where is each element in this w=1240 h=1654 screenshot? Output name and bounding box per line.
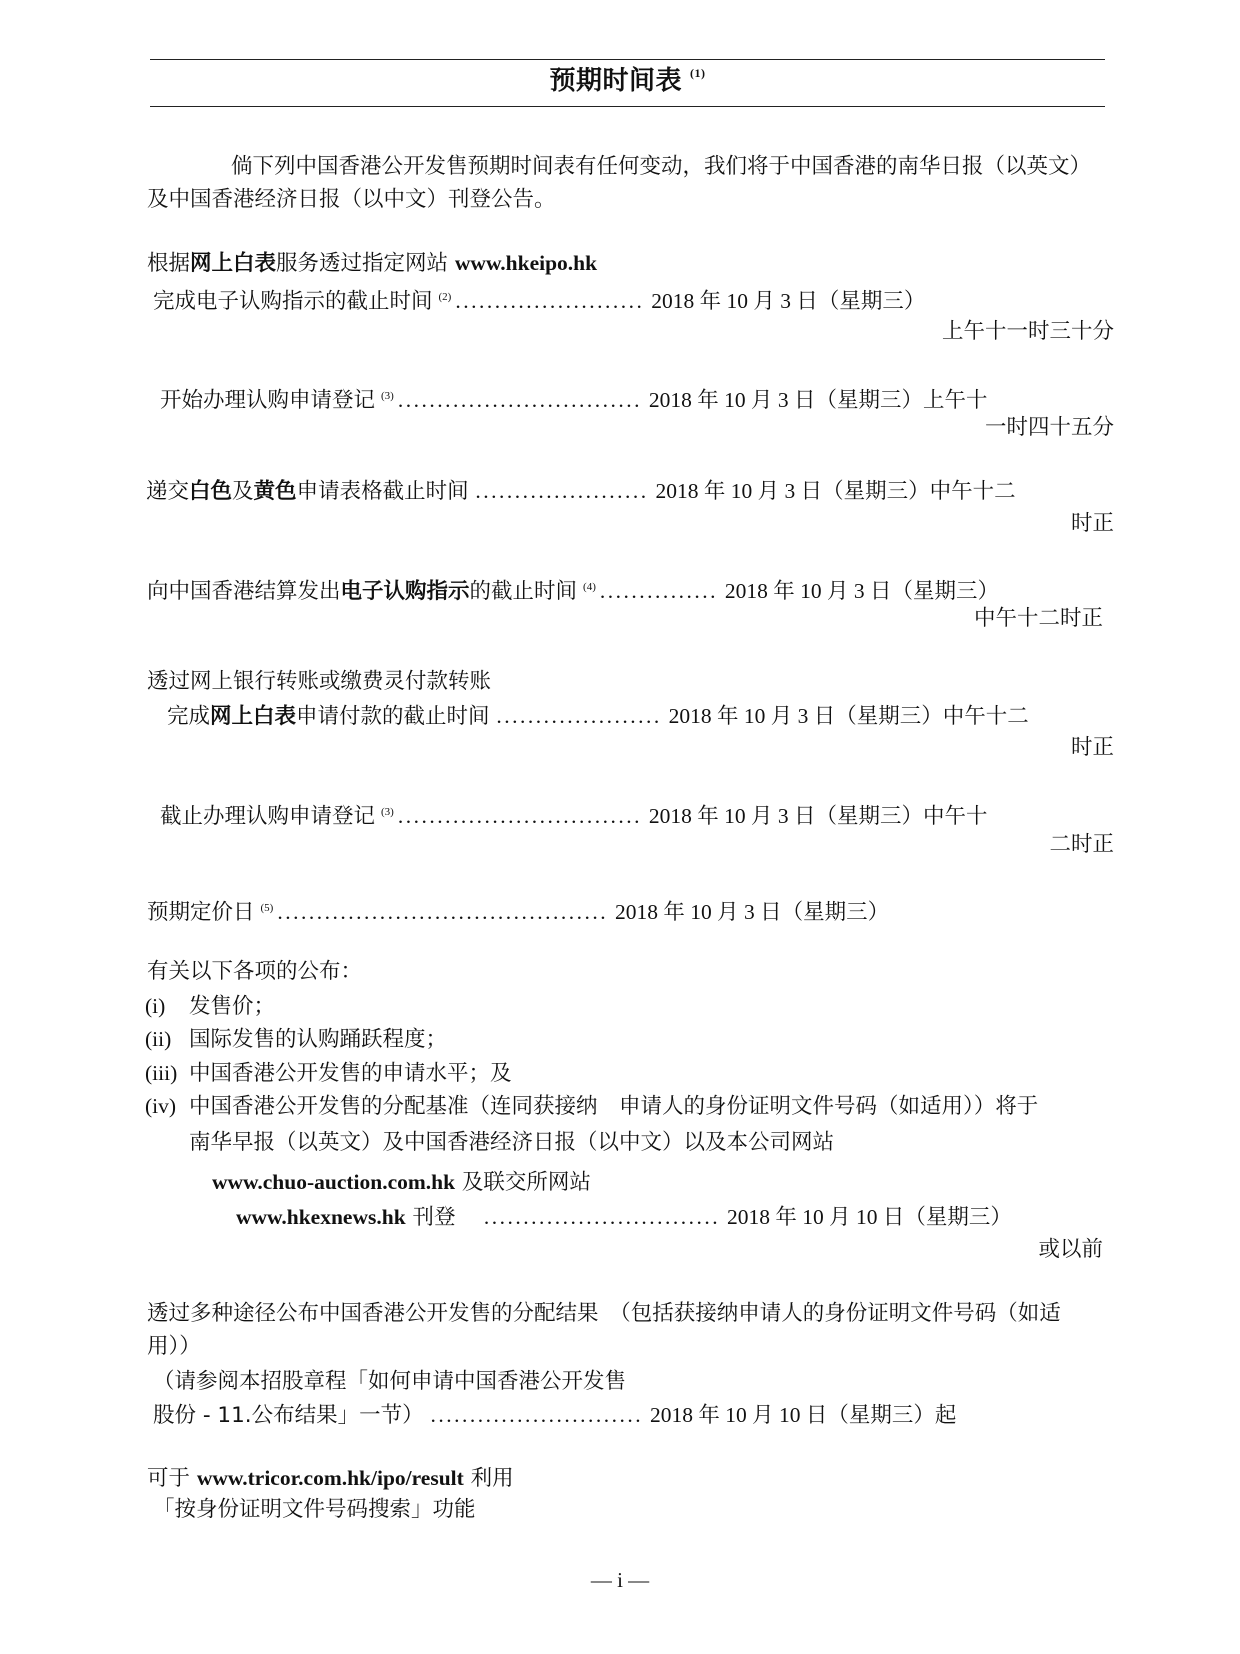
event-2-date: 2018 年 10 月 3 日（星期三）上午十 [648,388,988,412]
results-line-2: 用）） [147,1334,201,1359]
event-3-date: 2018 年 10 月 3 日（星期三）中午十二 [655,479,1016,503]
hkexnews-link[interactable]: www.hkexnews.hk [236,1205,406,1229]
event-1-date: 2018 年 10 月 3 日（星期三） [651,289,926,313]
hkeipo-link[interactable]: www.hkeipo.hk [454,251,598,275]
announce-site-2-line: www.hkexnews.hk 刊登 .............................. 2018 年 10 月 10 日（星期三） [236,1205,1012,1230]
chuo-auction-link[interactable]: www.chuo-auction.com.hk [212,1170,456,1194]
title-text: 预期时间表 [549,66,682,96]
results-date: 2018 年 10 月 10 日（星期三）起 [649,1403,957,1427]
page-number: — i — [590,1568,650,1592]
announce-item-4: (iv) 中国香港公开发售的分配基准（连同获接纳 申请人的身份证明文件号码（如适用））将于 [145,1094,1039,1119]
results-line-4: 股份 - 11.公布结果」一节） ........................... 2018 年 10 月 10 日（星期三）起 [153,1403,957,1428]
intro-line-2: 及中国香港经济日报（以中文）刊登公告。 [147,187,556,212]
announce-site-1-line: www.chuo-auction.com.hk 及联交所网站 [212,1170,591,1195]
tricor-line-1: 可于 www.tricor.com.hk/ipo/result 利用 [147,1466,514,1491]
intro-line-1: 倘下列中国香港公开发售预期时间表有任何变动，我们将于中国香港的南华日报（以英文） [231,154,1092,179]
announce-date-cont: 或以前 [1038,1237,1103,1262]
event-row-6: 截止办理认购申请登记 $^{(3)}$ ............................... 2018 年 10 月 3 日（星期三）中午十 [160,804,988,829]
event-1-time: 上午十一时三十分 [941,319,1114,344]
announce-item-2: (ii) 国际发售的认购踊跃程度； [145,1027,448,1052]
event-row-4: 向中国香港结算发出电子认购指示的截止时间 $^{(4)}$ ............... 2018 年 10 月 3 日（星期三） [147,579,999,604]
results-line-1: 透过多种途径公布中国香港公开发售的分配结果 （包括获接纳申请人的身份证明文件号码（如适 [147,1301,1061,1326]
announce-item-3: (iii) 中国香港公开发售的申请水平；及 [145,1061,512,1086]
announce-item-1: (i) 发售价； [145,994,276,1019]
event-5-time: 时正 [1070,735,1114,760]
event-5-heading: 透过网上银行转账或缴费灵付款转账 [147,669,492,694]
event-row-3: 递交白色及黄色申请表格截止时间 ...................... 2018 年 10 月 3 日（星期三）中午十二 [146,479,1016,504]
tricor-link[interactable]: www.tricor.com.hk/ipo/result [196,1466,464,1490]
announce-date: 2018 年 10 月 10 日（星期三） [726,1205,1012,1229]
announce-item-4-cont: 南华早报（以英文）及中国香港经济日报（以中文）以及本公司网站 [189,1130,835,1155]
page-title [150,60,1105,97]
event-2-time: 一时四十五分 [984,415,1114,440]
event-row-5: 完成网上白表申请付款的截止时间 ..................... 2018 年 10 月 3 日（星期三）中午十二 [167,704,1029,729]
tricor-line-2: 「按身份证明文件号码搜索」功能 [153,1497,476,1522]
event-row-7: 预期定价日 $^{(5)}$ .......................................... 2018 年 10 月 3 日（星期三） [147,900,890,925]
event-5-date: 2018 年 10 月 3 日（星期三）中午十二 [668,704,1029,728]
event-6-time: 二时正 [1049,832,1114,857]
title-footnote: (1) [690,66,706,80]
event-row-2: 开始办理认购申请登记 $^{(3)}$ ............................... 2018 年 10 月 3 日（星期三）上午十 [160,388,988,413]
title-underline [150,106,1105,107]
announce-heading: 有关以下各项的公布： [147,959,363,984]
event-7-date: 2018 年 10 月 3 日（星期三） [614,900,890,924]
event-6-date: 2018 年 10 月 3 日（星期三）中午十 [648,804,988,828]
event-4-time: 中午十二时正 [973,606,1103,631]
results-line-3: （请参阅本招股章程「如何申请中国香港公开发售 [153,1369,627,1394]
event-3-time: 时正 [1070,511,1114,536]
event-row-1: 完成电子认购指示的截止时间 $^{(2)}$ ........................ 2018 年 10 月 3 日（星期三） [153,289,926,314]
event-4-date: 2018 年 10 月 3 日（星期三） [724,579,999,603]
whiteform-heading: 根据网上白表服务透过指定网站 www.hkeipo.hk [147,251,598,276]
